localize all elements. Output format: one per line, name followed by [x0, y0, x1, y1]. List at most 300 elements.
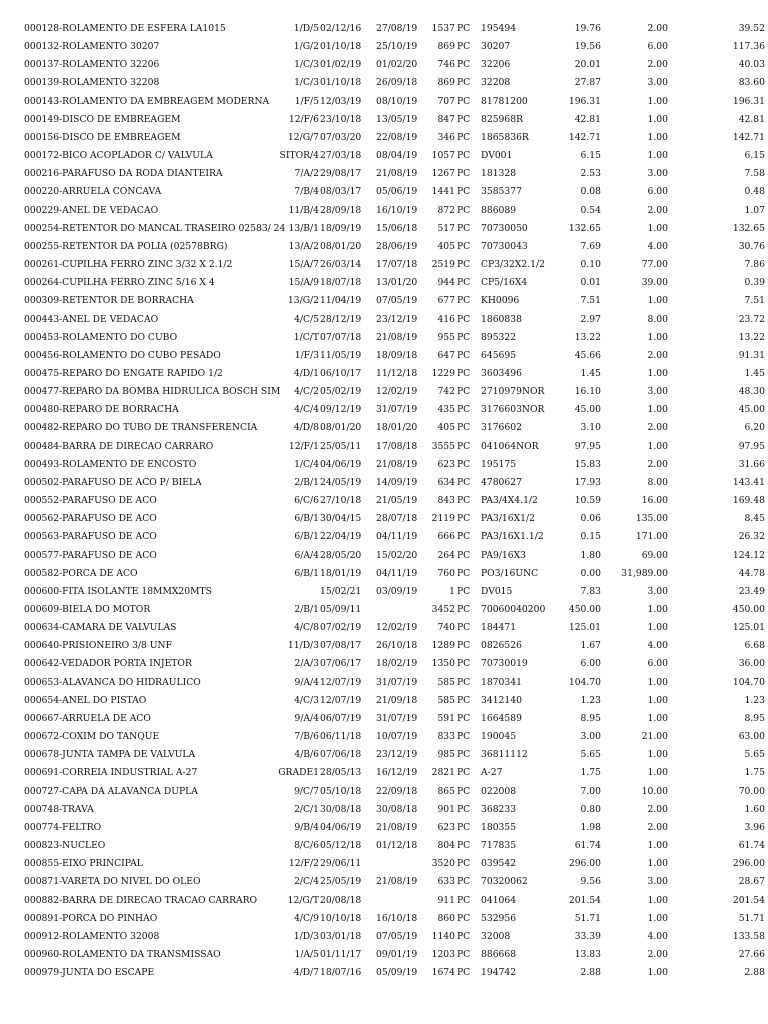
- stock-quantity: 3.00: [647, 168, 668, 180]
- days-count: 1057: [431, 150, 455, 162]
- location-code: 12/G/T: [287, 894, 319, 906]
- location-code: 1/C/4: [294, 458, 319, 470]
- table-row: [0, 274, 768, 292]
- stock-quantity: 3.00: [647, 585, 668, 597]
- unit: PC: [457, 967, 471, 979]
- table-row: [0, 728, 768, 746]
- unit-price: 2.88: [580, 967, 601, 979]
- date-last-entry: 29/08/17: [320, 168, 362, 180]
- unit-price: 0.10: [580, 259, 601, 271]
- location-code: 4/C/3: [294, 694, 319, 706]
- date-last-exit: 21/09/18: [376, 694, 418, 706]
- stock-quantity: 1.00: [647, 222, 668, 234]
- location-code: 11/B/4: [288, 204, 319, 216]
- unit-price: 0.54: [580, 204, 601, 216]
- date-last-exit: 31/07/19: [376, 404, 418, 416]
- unit: PC: [457, 367, 471, 379]
- unit-price: 7.51: [580, 295, 601, 307]
- part-reference: 3176603NOR: [481, 404, 545, 416]
- date-last-entry: 06/07/19: [320, 712, 362, 724]
- date-last-entry: 02/12/16: [320, 23, 362, 34]
- unit-price: 19.56: [574, 41, 601, 53]
- days-count: 865: [437, 785, 455, 797]
- date-last-exit: 11/12/18: [376, 367, 418, 379]
- part-reference: 022008: [481, 785, 517, 797]
- days-count: 405: [437, 422, 455, 434]
- unit-price: 51.71: [574, 912, 601, 924]
- days-count: 944: [437, 277, 455, 289]
- part-reference: KH0096: [481, 295, 520, 307]
- date-last-exit: 18/09/18: [376, 349, 418, 361]
- stock-quantity: 1.00: [647, 912, 668, 924]
- location-code: 4/D/8: [293, 422, 319, 434]
- days-count: 2821: [431, 767, 455, 779]
- total-value: 28.67: [738, 876, 765, 888]
- date-last-exit: 27/08/19: [376, 23, 418, 34]
- stock-quantity: 1.00: [647, 894, 668, 906]
- unit: PC: [457, 531, 471, 543]
- table-row: [0, 892, 768, 910]
- stock-quantity: 6.00: [647, 41, 668, 53]
- item-description: 000634-CAMARA DE VALVULAS: [24, 622, 177, 634]
- stock-quantity: 2.00: [647, 458, 668, 470]
- total-value: 8.95: [744, 712, 765, 724]
- days-count: 634: [437, 476, 455, 488]
- unit: PC: [457, 549, 471, 561]
- unit: PC: [457, 604, 471, 615]
- stock-quantity: 6.00: [647, 186, 668, 198]
- total-value: 142.71: [732, 131, 765, 143]
- stock-quantity: 4.00: [647, 930, 668, 942]
- unit: PC: [457, 295, 471, 307]
- unit: PC: [457, 186, 471, 198]
- days-count: 3555: [431, 440, 455, 452]
- part-reference: 194742: [481, 967, 517, 979]
- table-row: [0, 20, 768, 38]
- total-value: 104.70: [732, 676, 765, 688]
- total-value: 0.48: [744, 186, 765, 198]
- stock-quantity: 1.00: [647, 150, 668, 162]
- inventory-listing: [0, 20, 768, 982]
- date-last-exit: 15/06/18: [376, 222, 418, 234]
- date-last-exit: 12/02/19: [376, 386, 418, 398]
- unit: PC: [457, 930, 471, 942]
- date-last-entry: 08/01/20: [320, 422, 362, 434]
- total-value: 143.41: [732, 476, 765, 488]
- date-last-exit: 13/05/19: [376, 113, 418, 125]
- unit-price: 16.10: [574, 386, 601, 398]
- table-row: [0, 238, 768, 256]
- item-description: 000172-BICO ACOPLADOR C/ VALVULA: [24, 150, 213, 162]
- stock-quantity: 1.00: [647, 404, 668, 416]
- table-row: [0, 38, 768, 56]
- item-description: 000691-CORREIA INDUSTRIAL A-27: [24, 767, 198, 779]
- date-last-entry: 27/03/18: [320, 150, 362, 162]
- part-reference: 70730050: [481, 222, 528, 234]
- days-count: 591: [437, 712, 455, 724]
- location-code: 1/D/3: [293, 930, 319, 942]
- unit: PC: [457, 331, 471, 343]
- location-code: 4/C/8: [294, 622, 319, 634]
- date-last-entry: 23/10/18: [320, 113, 362, 125]
- unit-price: 201.54: [568, 894, 601, 906]
- date-last-exit: 28/06/19: [376, 240, 418, 252]
- unit: PC: [457, 731, 471, 743]
- total-value: 0.39: [744, 277, 765, 289]
- unit: PC: [457, 912, 471, 924]
- part-reference: 184471: [481, 622, 517, 634]
- part-reference: 2710979NOR: [481, 386, 545, 398]
- unit: PC: [457, 41, 471, 53]
- date-last-entry: 08/03/17: [320, 186, 362, 198]
- location-code: 6/A/4: [294, 549, 319, 561]
- date-last-exit: 26/10/18: [376, 640, 418, 652]
- total-value: 7.51: [744, 295, 765, 307]
- unit-price: 19.76: [574, 23, 601, 34]
- unit-price: 296.00: [568, 858, 601, 870]
- unit: PC: [457, 858, 471, 870]
- unit: PC: [457, 240, 471, 252]
- total-value: 27.66: [738, 948, 765, 960]
- days-count: 1674: [431, 967, 455, 979]
- date-last-exit: 21/08/19: [376, 331, 418, 343]
- date-last-exit: 21/08/19: [376, 168, 418, 180]
- table-row: [0, 964, 768, 982]
- part-reference: 70060040200: [481, 604, 546, 615]
- days-count: 1140: [431, 930, 455, 942]
- item-description: 000456-ROLAMENTO DO CUBO PESADO: [24, 349, 221, 361]
- location-code: 4/D/1: [293, 367, 319, 379]
- item-description: 000220-ARRUELA CONCAVA: [24, 186, 162, 198]
- unit-price: 450.00: [568, 604, 601, 615]
- date-last-entry: 07/08/17: [320, 640, 362, 652]
- unit-price: 3.10: [580, 422, 601, 434]
- date-last-entry: 18/09/19: [320, 222, 362, 234]
- stock-quantity: 2.00: [647, 23, 668, 34]
- unit-price: 0.06: [580, 513, 601, 525]
- days-count: 3452: [431, 604, 455, 615]
- stock-quantity: 4.00: [647, 640, 668, 652]
- table-row: [0, 619, 768, 637]
- unit: PC: [457, 23, 471, 34]
- part-reference: 36811112: [481, 749, 528, 761]
- date-last-entry: 28/05/20: [320, 549, 362, 561]
- date-last-entry: 28/12/19: [320, 313, 362, 325]
- date-last-exit: 05/09/19: [376, 967, 418, 979]
- unit: PC: [457, 712, 471, 724]
- days-count: 3520: [431, 858, 455, 870]
- part-reference: 190045: [481, 731, 517, 743]
- days-count: 955: [437, 331, 455, 343]
- location-code: 12/F/1: [288, 440, 319, 452]
- table-row: [0, 401, 768, 419]
- days-count: 860: [437, 912, 455, 924]
- unit: PC: [457, 458, 471, 470]
- total-value: 132.65: [732, 222, 765, 234]
- date-last-entry: 10/10/18: [320, 912, 362, 924]
- table-row: [0, 710, 768, 728]
- table-row: [0, 74, 768, 92]
- location-code: 6/B/1: [294, 567, 319, 579]
- table-row: [0, 365, 768, 383]
- item-description: 000552-PARAFUSO DE ACO: [24, 495, 157, 507]
- unit-price: 1.75: [580, 767, 601, 779]
- unit-price: 132.65: [568, 222, 601, 234]
- item-description: 000502-PARAFUSO DE ACO P/ BIELA: [24, 476, 202, 488]
- location-code: 12/G/7: [287, 131, 319, 143]
- total-value: 44.78: [738, 567, 765, 579]
- table-row: [0, 855, 768, 873]
- table-row: [0, 329, 768, 347]
- unit-price: 61.74: [574, 840, 601, 852]
- part-reference: 30207: [481, 41, 511, 53]
- unit: PC: [457, 894, 471, 906]
- item-description: 000149-DISCO DE EMBREAGEM: [24, 113, 181, 125]
- item-description: 000229-ANEL DE VEDACAO: [24, 204, 159, 216]
- stock-quantity: 3.00: [647, 77, 668, 89]
- days-count: 760: [437, 567, 455, 579]
- unit: PC: [457, 694, 471, 706]
- location-code: 15/A/9: [288, 277, 319, 289]
- unit-price: 0.80: [580, 803, 601, 815]
- part-reference: 895322: [481, 331, 517, 343]
- unit-price: 45.00: [574, 404, 601, 416]
- location-code: 2/B/1: [294, 476, 319, 488]
- stock-quantity: 2.00: [647, 821, 668, 833]
- date-last-exit: 28/07/18: [376, 513, 418, 525]
- unit-price: 27.87: [574, 77, 601, 89]
- unit: PC: [457, 404, 471, 416]
- part-reference: 70730019: [481, 658, 528, 670]
- table-row: [0, 165, 768, 183]
- total-value: 450.00: [732, 604, 765, 615]
- unit: PC: [457, 313, 471, 325]
- date-last-entry: 04/06/19: [320, 821, 362, 833]
- total-value: 23.49: [738, 585, 765, 597]
- item-description: 000216-PARAFUSO DA RODA DIANTEIRA: [24, 168, 223, 180]
- total-value: 40.03: [738, 59, 765, 71]
- unit-price: 196.31: [568, 95, 601, 107]
- date-last-entry: 15/02/21: [320, 585, 362, 597]
- item-description: 000128-ROLAMENTO DE ESFERA LA1015: [24, 23, 226, 34]
- date-last-exit: 21/05/19: [376, 495, 418, 507]
- date-last-entry: 07/06/18: [320, 749, 362, 761]
- part-reference: PA3/4X4.1/2: [481, 495, 538, 507]
- part-reference: DV015: [481, 585, 513, 597]
- total-value: 3.96: [744, 821, 765, 833]
- date-last-entry: 26/03/14: [320, 259, 362, 271]
- date-last-exit: 18/01/20: [376, 422, 418, 434]
- item-description: 000309-RETENTOR DE BORRACHA: [24, 295, 194, 307]
- item-description: 000667-ARRUELA DE ACO: [24, 712, 151, 724]
- stock-quantity: 1.00: [647, 840, 668, 852]
- date-last-exit: 21/08/19: [376, 821, 418, 833]
- table-row: [0, 674, 768, 692]
- table-row: [0, 256, 768, 274]
- days-count: 985: [437, 749, 455, 761]
- days-count: 742: [437, 386, 455, 398]
- stock-quantity: 1.00: [647, 967, 668, 979]
- stock-quantity: 1.00: [647, 712, 668, 724]
- date-last-entry: 03/01/18: [320, 930, 362, 942]
- location-code: 9/C/7: [294, 785, 319, 797]
- unit: PC: [457, 77, 471, 89]
- date-last-entry: 01/02/19: [320, 59, 362, 71]
- date-last-exit: 21/08/19: [376, 876, 418, 888]
- item-description: 000582-PORCA DE ACO: [24, 567, 138, 579]
- location-code: 1/A/5: [294, 948, 319, 960]
- days-count: 847: [437, 113, 455, 125]
- item-description: 000563-PARAFUSO DE ACO: [24, 531, 157, 543]
- item-description: 000577-PARAFUSO DE ACO: [24, 549, 157, 561]
- date-last-exit: 31/07/19: [376, 676, 418, 688]
- total-value: 169.48: [732, 495, 765, 507]
- item-description: 000143-ROLAMENTO DA EMBREAGEM MODERNA: [24, 95, 270, 107]
- item-description: 000672-COXIM DO TANQUE: [24, 731, 160, 743]
- date-last-exit: 16/10/18: [376, 912, 418, 924]
- date-last-exit: 03/09/19: [376, 585, 418, 597]
- unit-price: 17.93: [574, 476, 601, 488]
- days-count: 2119: [431, 513, 455, 525]
- total-value: 196.31: [732, 95, 765, 107]
- unit-price: 6.00: [580, 658, 601, 670]
- part-reference: 181328: [481, 168, 517, 180]
- part-reference: 041064NOR: [481, 440, 539, 452]
- total-value: 7.86: [744, 259, 765, 271]
- item-description: 000912-ROLAMENTO 32008: [24, 930, 160, 942]
- part-reference: 041064: [481, 894, 517, 906]
- table-row: [0, 746, 768, 764]
- stock-quantity: 1.00: [647, 440, 668, 452]
- location-code: 1/D/5: [293, 23, 319, 34]
- total-value: 1.45: [744, 367, 765, 379]
- days-count: 1537: [431, 23, 455, 34]
- table-row: [0, 547, 768, 565]
- location-code: 13/G/2: [287, 295, 319, 307]
- part-reference: 1664589: [481, 712, 522, 724]
- date-last-entry: 30/08/18: [320, 803, 362, 815]
- unit-price: 6.15: [580, 150, 601, 162]
- days-count: 264: [437, 549, 455, 561]
- table-row: [0, 492, 768, 510]
- date-last-entry: 01/10/18: [320, 77, 362, 89]
- unit: PC: [457, 131, 471, 143]
- location-code: 1/F/5: [294, 95, 319, 107]
- total-value: 23.72: [738, 313, 765, 325]
- table-row: [0, 692, 768, 710]
- stock-quantity: 1.00: [647, 113, 668, 125]
- table-row: [0, 601, 768, 619]
- unit-price: 7.69: [580, 240, 601, 252]
- date-last-exit: 13/01/20: [376, 277, 418, 289]
- item-description: 000254-RETENTOR DO MANCAL TRASEIRO 02583/ 24: [24, 222, 286, 234]
- unit-price: 33.39: [574, 930, 601, 942]
- date-last-exit: 22/09/18: [376, 785, 418, 797]
- date-last-exit: 30/08/18: [376, 803, 418, 815]
- item-description: 000642-VEDADOR PORTA INJETOR: [24, 658, 192, 670]
- item-description: 000774-FELTRO: [24, 821, 102, 833]
- date-last-exit: 23/12/19: [376, 313, 418, 325]
- stock-quantity: 135.00: [635, 513, 668, 525]
- unit-price: 13.22: [574, 331, 601, 343]
- total-value: 6.68: [744, 640, 765, 652]
- date-last-entry: 09/12/19: [320, 404, 362, 416]
- unit: PC: [457, 204, 471, 216]
- unit-price: 7.00: [580, 785, 601, 797]
- table-row: [0, 438, 768, 456]
- item-description: 000600-FITA ISOLANTE 18MMX20MTS: [24, 585, 212, 597]
- location-code: 6/B/1: [294, 531, 319, 543]
- days-count: 416: [437, 313, 455, 325]
- days-count: 2519: [431, 259, 455, 271]
- part-reference: PA3/16X1.1/2: [481, 531, 544, 543]
- location-code: 1/F/3: [294, 349, 319, 361]
- total-value: 83.60: [738, 77, 765, 89]
- stock-quantity: 8.00: [647, 313, 668, 325]
- total-value: 7.58: [744, 168, 765, 180]
- part-reference: CP5/16X4: [481, 277, 528, 289]
- part-reference: 717835: [481, 840, 517, 852]
- unit-price: 20.01: [574, 59, 601, 71]
- unit-price: 0.01: [580, 277, 601, 289]
- date-last-entry: 07/03/20: [320, 131, 362, 143]
- days-count: 833: [437, 731, 455, 743]
- location-code: GRADE1: [278, 767, 319, 779]
- location-code: 8/C/6: [294, 840, 319, 852]
- date-last-entry: 05/02/19: [320, 386, 362, 398]
- stock-quantity: 2.00: [647, 204, 668, 216]
- date-last-exit: 18/02/19: [376, 658, 418, 670]
- date-last-entry: 06/11/18: [320, 731, 362, 743]
- date-last-entry: 06/10/17: [320, 367, 362, 379]
- total-value: 36.00: [738, 658, 765, 670]
- days-count: 869: [437, 77, 455, 89]
- part-reference: 886089: [481, 204, 517, 216]
- days-count: 707: [437, 95, 455, 107]
- days-count: 1350: [431, 658, 455, 670]
- stock-quantity: 8.00: [647, 476, 668, 488]
- location-code: 12/F/6: [288, 113, 319, 125]
- date-last-exit: 04/11/19: [376, 567, 418, 579]
- item-description: 000156-DISCO DE EMBREAGEM: [24, 131, 181, 143]
- item-description: 000137-ROLAMENTO 32206: [24, 59, 160, 71]
- days-count: 633: [437, 876, 455, 888]
- days-count: 585: [437, 694, 455, 706]
- table-row: [0, 383, 768, 401]
- total-value: 1.75: [744, 767, 765, 779]
- table-row: [0, 292, 768, 310]
- location-code: 2/C/4: [294, 876, 319, 888]
- total-value: 6.15: [744, 150, 765, 162]
- unit-price: 8.95: [580, 712, 601, 724]
- item-description: 000678-JUNTA TAMPA DE VALVULA: [24, 749, 196, 761]
- unit: PC: [457, 168, 471, 180]
- date-last-exit: 04/11/19: [376, 531, 418, 543]
- days-count: 1441: [431, 186, 455, 198]
- total-value: 30.76: [738, 240, 765, 252]
- unit-price: 7.83: [580, 585, 601, 597]
- unit-price: 15.83: [574, 458, 601, 470]
- total-value: 26.32: [738, 531, 765, 543]
- days-count: 1289: [431, 640, 455, 652]
- item-description: 000264-CUPILHA FERRO ZINC 5/16 X 4: [24, 277, 215, 289]
- unit: PC: [457, 513, 471, 525]
- total-value: 31.66: [738, 458, 765, 470]
- date-last-entry: 12/07/19: [320, 676, 362, 688]
- total-value: 48.30: [738, 386, 765, 398]
- location-code: 4/C/4: [294, 404, 319, 416]
- date-last-entry: 11/05/19: [320, 349, 362, 361]
